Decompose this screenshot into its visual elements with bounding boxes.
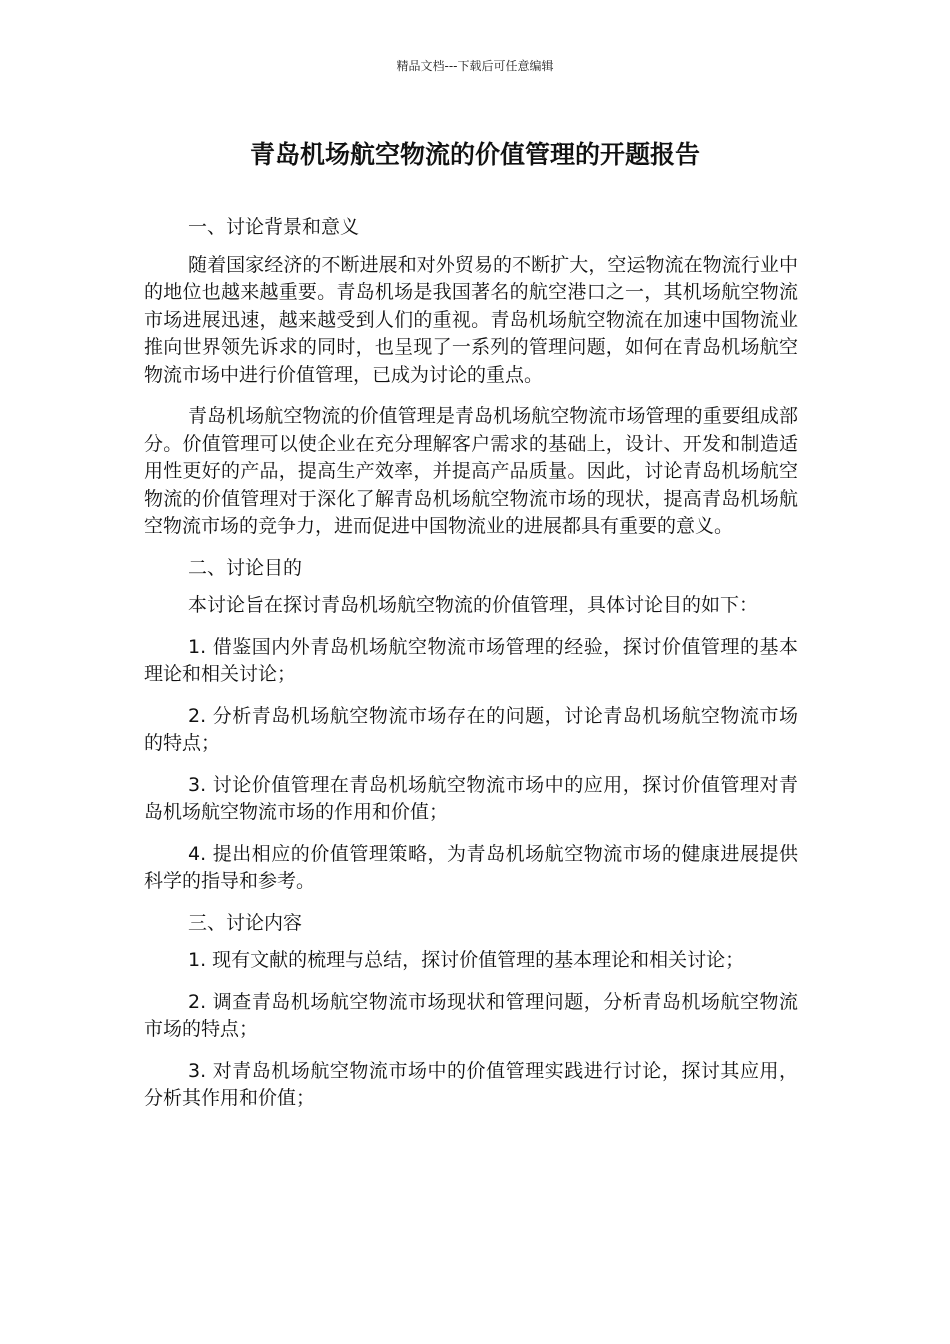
list-item-content-2: 2. 调查青岛机场航空物流市场现状和管理问题，分析青岛机场航空物流市场的特点； <box>144 990 798 1040</box>
list-item-objective-1: 1. 借鉴国内外青岛机场航空物流市场管理的经验，探讨价值管理的基本理论和相关讨论； <box>144 635 798 685</box>
header-note: 精品文档---下载后可任意编辑 <box>396 59 554 73</box>
list-item-content-3: 3. 对青岛机场航空物流市场中的价值管理实践进行讨论，探讨其应用，分析其作用和价值； <box>144 1059 798 1109</box>
section-heading-background: 一、讨论背景和意义 <box>188 216 360 238</box>
list-item-objective-4: 4. 提出相应的价值管理策略，为青岛机场航空物流市场的健康进展提供科学的指导和参考。 <box>144 842 798 892</box>
paragraph-objectives-intro: 本讨论旨在探讨青岛机场航空物流的价值管理，具体讨论目的如下： <box>188 594 759 616</box>
list-item-objective-3: 3. 讨论价值管理在青岛机场航空物流市场中的应用，探讨价值管理对青岛机场航空物流市场的作用和价值； <box>144 773 798 823</box>
paragraph-background-2: 青岛机场航空物流的价值管理是青岛机场航空物流市场管理的重要组成部分。价值管理可以使企业在充分理解客户需求的基础上，设计、开发和制造适用性更好的产品，提高生产效率，并提高产品质量。因此，讨论青岛机场航空物流的价值管理对于深化了解青岛机场航空物流市场的现状，提高青岛机场航空物流市场的竞争力，进而促进中国物流业的进展都具有重要的意义。 <box>144 405 798 537</box>
document-title: 青岛机场航空物流的价值管理的开题报告 <box>249 140 700 169</box>
paragraph-background-1: 随着国家经济的不断进展和对外贸易的不断扩大，空运物流在物流行业中的地位也越来越重要。青岛机场是我国著名的航空港口之一，其机场航空物流市场进展迅速，越来越受到人们的重视。青岛机场航空物流在加速中国物流业推向世界领先诉求的同时，也呈现了一系列的管理问题，如何在青岛机场航空物流市场中进行价值管理，已成为讨论的重点。 <box>144 253 798 386</box>
list-item-content-1: 1. 现有文献的梳理与总结，探讨价值管理的基本理论和相关讨论； <box>188 949 745 971</box>
section-heading-objectives: 二、讨论目的 <box>188 556 303 579</box>
document-body <box>144 214 798 1127</box>
list-item-objective-2: 2. 分析青岛机场航空物流市场存在的问题，讨论青岛机场航空物流市场的特点； <box>144 704 798 754</box>
section-heading-content: 三、讨论内容 <box>188 911 303 934</box>
